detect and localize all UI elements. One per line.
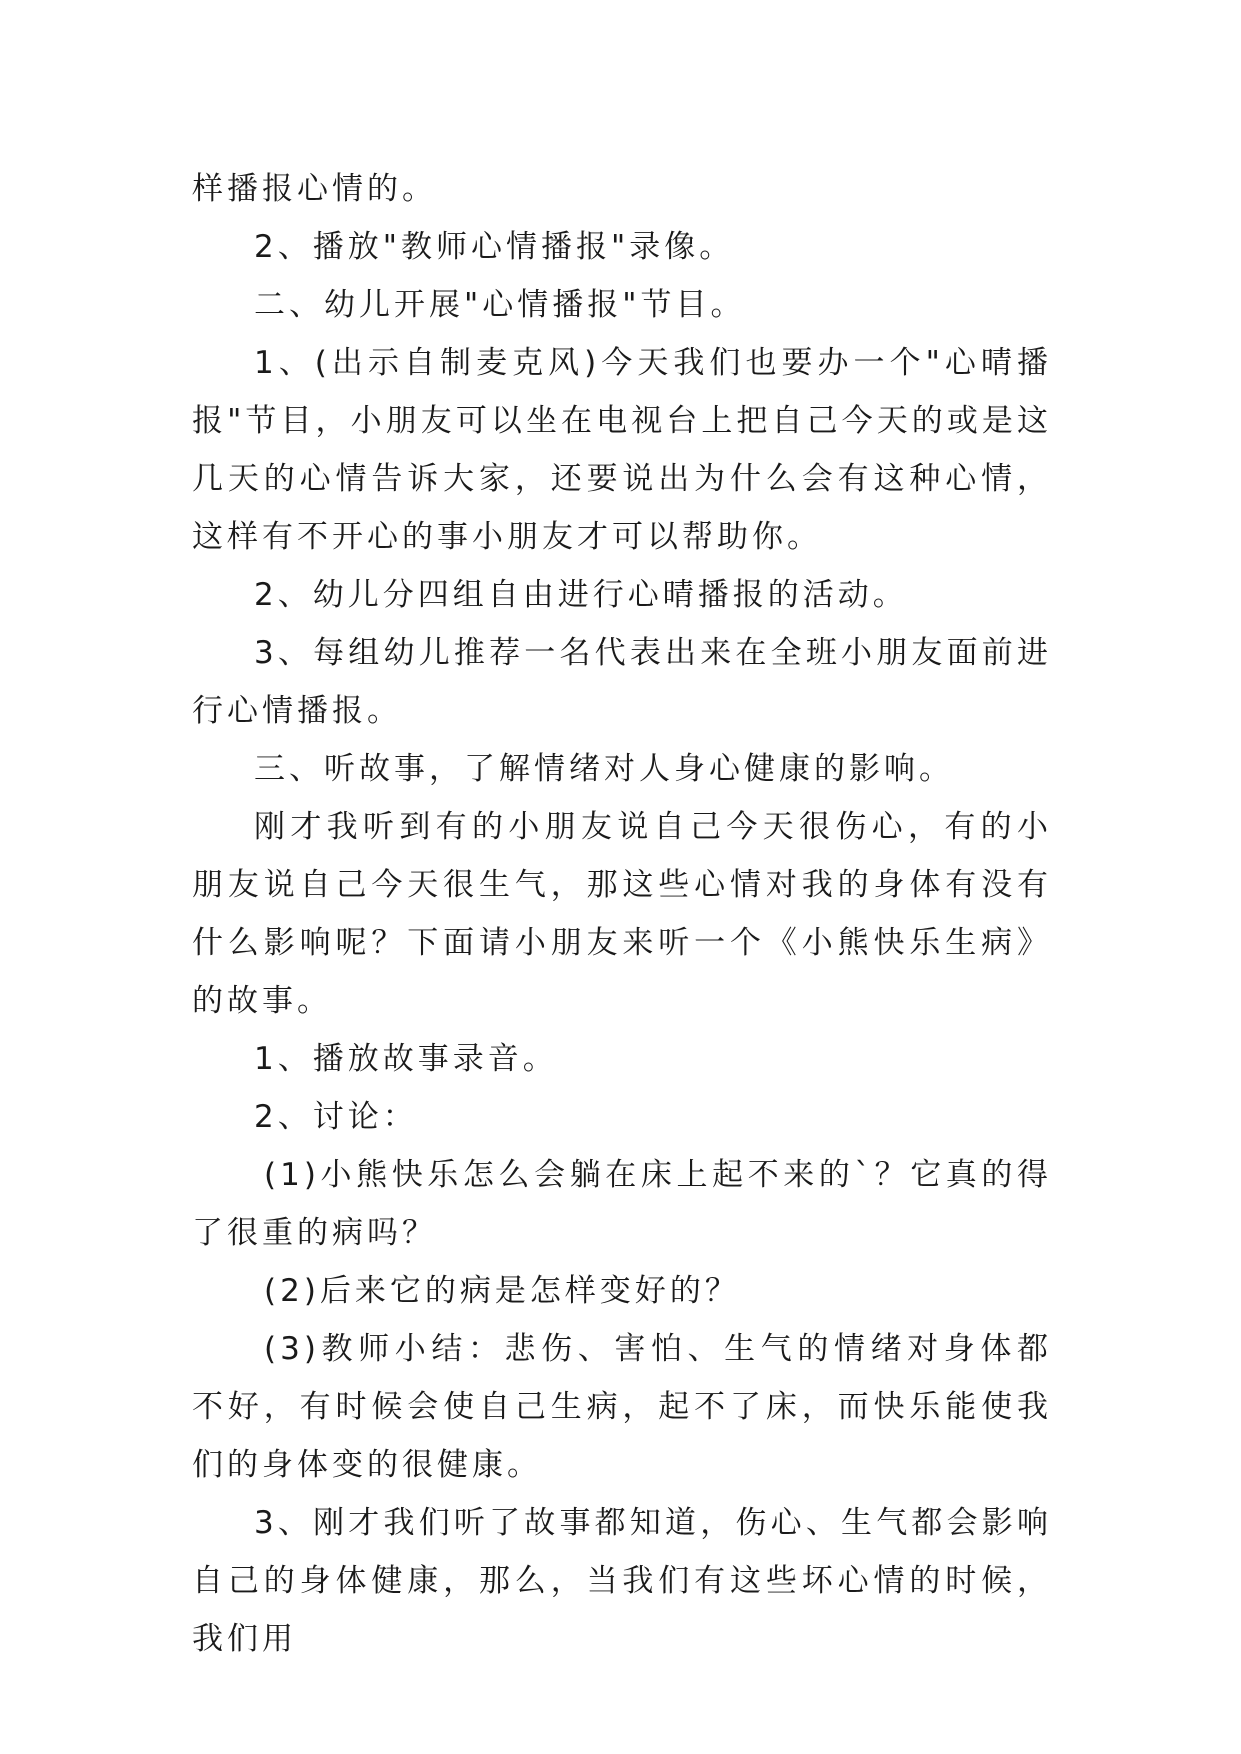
paragraph: 1、播放故事录音。 xyxy=(254,1041,558,1077)
paragraph: 1、(出示自制麦克风)今天我们也要办一个"心晴播报"节目，小朋友可以坐在电视台上把自己今天的或是这几天的心情告诉大家，还要说出为什么会有这种心情，这样有不开心的事小朋友才可以帮助你。 xyxy=(192,345,1052,555)
paragraph: 3、每组幼儿推荐一名代表出来在全班小朋友面前进行心情播报。 xyxy=(192,635,1052,729)
paragraph: (3)教师小结：悲伤、害怕、生气的情绪对身体都不好，有时候会使自己生病，起不了床，而快乐能使我们的身体变的很健康。 xyxy=(192,1331,1052,1483)
paragraph: (1)小熊快乐怎么会躺在床上起不来的`？它真的得了很重的病吗？ xyxy=(192,1157,1052,1251)
section-heading: 二、幼儿开展"心情播报"节目。 xyxy=(254,287,746,323)
document-body xyxy=(192,160,1052,1668)
paragraph: 3、刚才我们听了故事都知道，伤心、生气都会影响自己的身体健康，那么，当我们有这些坏心情的时候，我们用 xyxy=(192,1505,1052,1657)
section-heading: 三、听故事，了解情绪对人身心健康的影响。 xyxy=(254,751,954,787)
paragraph: (2)后来它的病是怎样变好的？ xyxy=(264,1273,740,1309)
paragraph-continuation: 样播报心情的。 xyxy=(192,171,437,207)
paragraph: 2、讨论： xyxy=(254,1099,418,1135)
paragraph: 刚才我听到有的小朋友说自己今天很伤心，有的小朋友说自己今天很生气，那这些心情对我的身体有没有什么影响呢？下面请小朋友来听一个《小熊快乐生病》的故事。 xyxy=(192,809,1052,1019)
paragraph: 2、播放"教师心情播报"录像。 xyxy=(254,229,735,265)
paragraph: 2、幼儿分四组自由进行心晴播报的活动。 xyxy=(254,577,908,613)
